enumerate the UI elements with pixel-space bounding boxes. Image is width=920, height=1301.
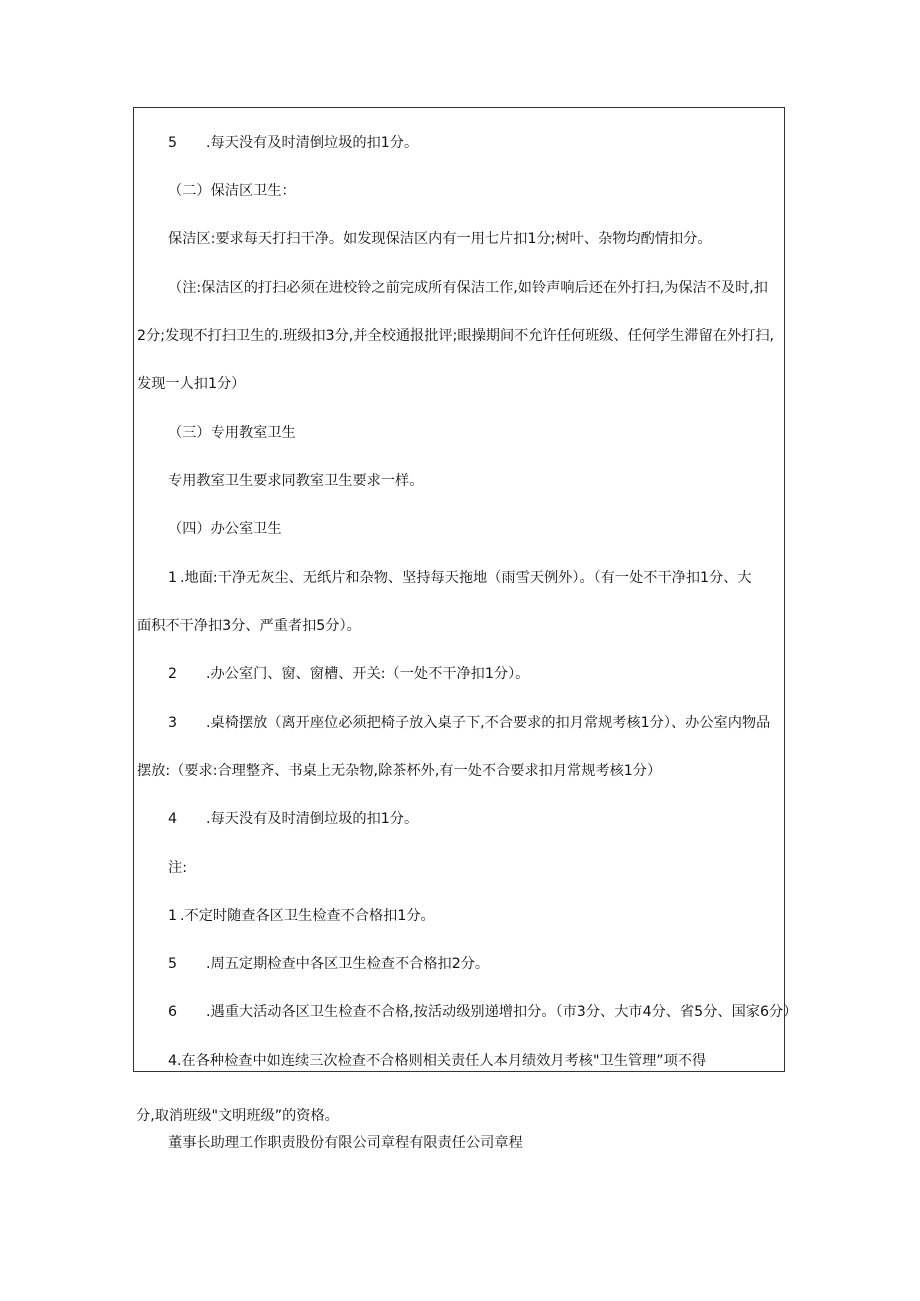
notes-item-1 — [168, 906, 435, 926]
continuation-text: 分,取消班级"文明班级”的资格。 — [136, 1108, 339, 1124]
notes-heading: 注: — [168, 860, 187, 876]
office-item-4-garbage — [168, 809, 418, 829]
office-item-3-continued: 摆放:（要求:合理整齐、书桌上无杂物,除茶杯外,有一处不合要求扣月常规考核1分） — [137, 763, 662, 779]
item-text: .地面:干净无灰尘、无纸片和杂物、坚持每天拖地（雨雪天例外）。（有一处不干净扣1分、大 — [180, 570, 752, 586]
office-item-3-desks — [168, 713, 770, 733]
section-heading-office: （四）办公室卫生 — [168, 521, 282, 537]
note-line-1: （注:保洁区的打扫必须在进校铃之前完成所有保洁工作,如铃声响后还在外打扫,为保洁不及时,扣 — [168, 280, 768, 296]
item-text: .每天没有及时清倒垃圾的扣1分。 — [206, 135, 419, 151]
highlight-marker — [168, 906, 180, 926]
section-heading-clean-area: （二）保洁区卫生： — [168, 183, 296, 199]
item-number: 4 — [168, 811, 178, 827]
item-number: 5 — [168, 135, 178, 151]
note-line-2: 2分;发现不打扫卫生的.班级扣3分,并全校通报批评;眼操期间不允许任何班级、任何学生滞留在外打扫, — [137, 328, 775, 344]
footer-title: 董事长助理工作职责股份有限公司章程有限责任公司章程 — [168, 1135, 523, 1151]
item-number: 5 — [168, 956, 178, 972]
item-text: .每天没有及时清倒垃圾的扣1分。 — [206, 811, 419, 827]
clean-area-requirement: 保洁区:要求每天打扫干净。如发现保洁区内有一用七片扣1分;树叶、杂物均酌情扣分。 — [168, 231, 712, 247]
notes-item-4: 4.在各种检查中如连续三次检查不合格则相关责任人本月绩效月考核"卫生管理”项不得 — [168, 1053, 707, 1069]
item-number: 6 — [168, 1004, 178, 1020]
rule-item-5-garbage — [168, 133, 418, 153]
item-text: .桌椅摆放（离开座位必须把椅子放入桌子下,不合要求的扣月常规考核1分）、办公室内物品 — [206, 715, 771, 731]
note-line-3: 发现一人扣1分） — [137, 376, 246, 392]
special-classroom-requirement: 专用教室卫生要求同教室卫生要求一样。 — [168, 473, 424, 489]
section-heading-special-classroom: （三）专用教室卫生 — [168, 425, 296, 441]
office-item-1-floor — [168, 568, 752, 588]
document-frame — [133, 107, 798, 1072]
office-item-1-continued: 面积不干净扣3分、严重者扣5分）。 — [137, 618, 361, 634]
highlight-marker — [168, 568, 180, 588]
item-number: 1 — [168, 570, 178, 586]
item-text: .不定时随查各区卫生检查不合格扣1分。 — [180, 908, 435, 924]
item-number: 2 — [168, 666, 178, 682]
item-text: .办公室门、窗、窗槽、开关:（一处不干净扣1分）。 — [206, 666, 530, 682]
item-number: 3 — [168, 715, 178, 731]
office-item-2-doors — [168, 664, 529, 684]
notes-item-6 — [168, 1002, 797, 1022]
item-text: .周五定期检查中各区卫生检查不合格扣2分。 — [206, 956, 490, 972]
item-text: .遇重大活动各区卫生检查不合格,按活动级别递增扣分。（市3分、大市4分、省5分、国家6分） — [206, 1004, 798, 1020]
notes-item-5 — [168, 954, 489, 974]
item-number: 1 — [168, 908, 178, 924]
